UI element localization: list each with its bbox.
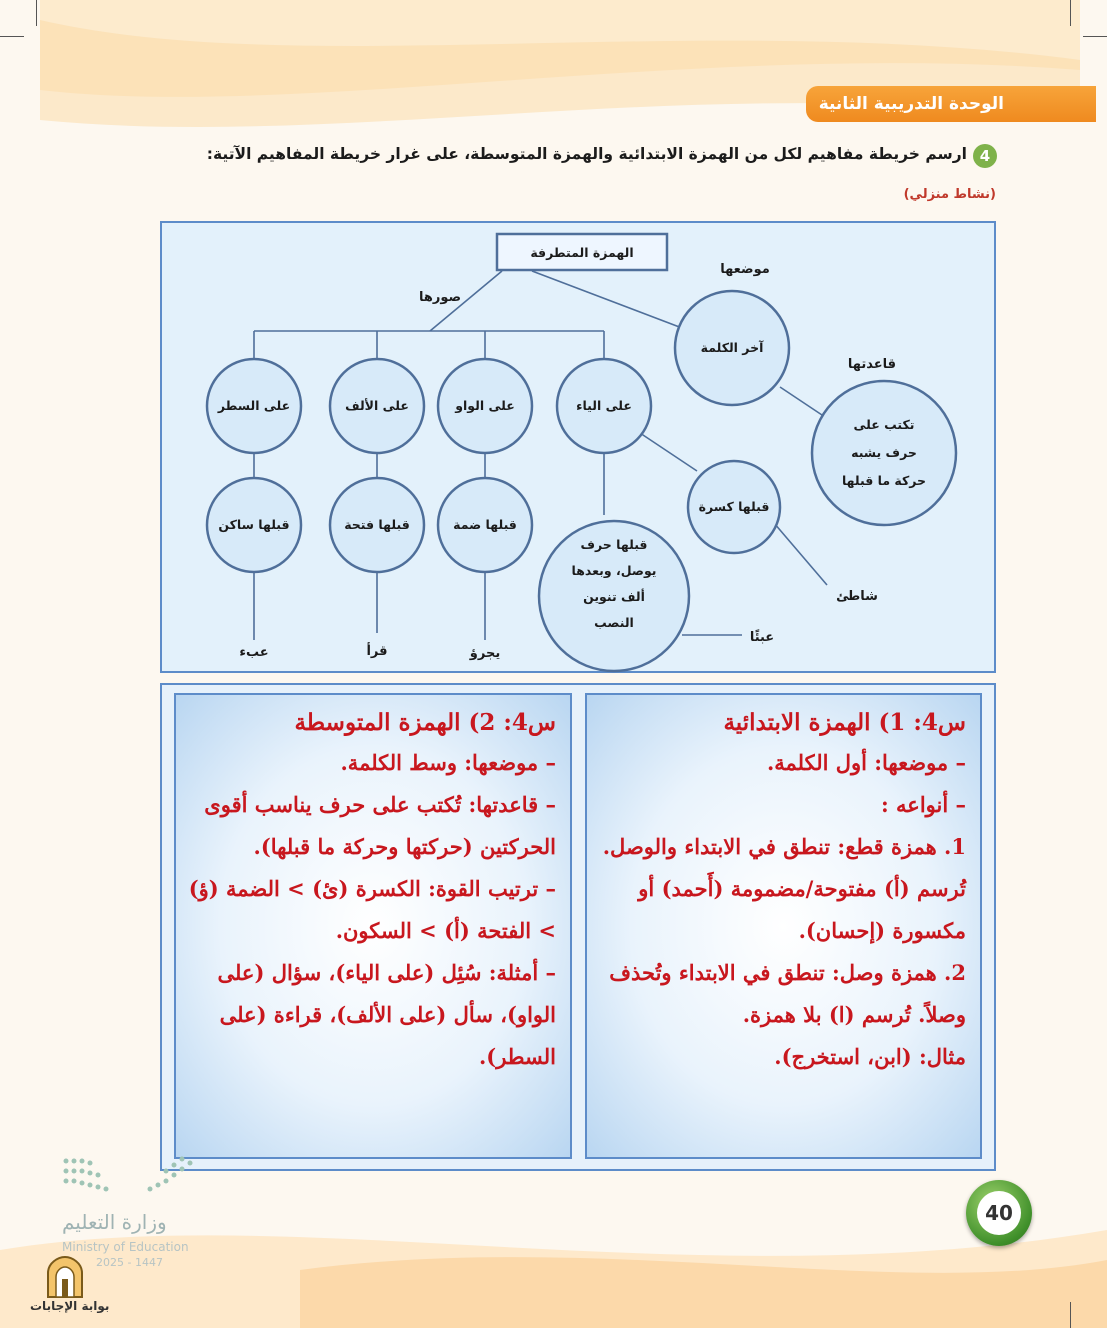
example-waw: يجرؤ bbox=[469, 646, 501, 661]
ministry-logo-dots-icon bbox=[62, 1155, 198, 1199]
example-alef: قرأ bbox=[366, 644, 388, 659]
answer-line: 1. همزة قطع: تنطق في الابتداء والوصل. تُرسم (أ) مفتوحة/مضمومة (أَحمد) أو مكسورة (إحسان). bbox=[602, 834, 966, 943]
form-node-waw-label: على الواو bbox=[455, 398, 515, 413]
example-line: عبء bbox=[239, 645, 269, 660]
ministry-year: 2025 - 1447 bbox=[96, 1256, 163, 1269]
forms-label: صورها bbox=[418, 290, 462, 305]
special-node-line-4: النصب bbox=[594, 615, 634, 630]
ministry-name-ar: وزارة التعليم bbox=[62, 1210, 167, 1234]
answer-line: 2. همزة وصل: تنطق في الابتداء وتُحذف وصلاً. تُرسم (ا) بلا همزة. bbox=[609, 960, 966, 1027]
page-number: 40 bbox=[977, 1191, 1021, 1235]
before-node-sukun-label: قبلها ساكن bbox=[218, 517, 290, 532]
rule-node-line-1: تكتب على bbox=[853, 417, 915, 432]
answer-line: – قاعدتها: تُكتب على حرف يناسب أقوى الحركتين (حركتها وحركة ما قبلها). bbox=[204, 792, 556, 859]
example-yaa: شاطئ bbox=[836, 589, 878, 604]
rule-node-line-3: حركة ما قبلها bbox=[841, 473, 927, 488]
form-node-line-label: على السطر bbox=[217, 398, 291, 413]
root-node-label: الهمزة المتطرفة bbox=[530, 245, 634, 260]
special-example: عبئًا bbox=[749, 630, 775, 645]
question-number-badge: 4 bbox=[973, 144, 997, 168]
special-node-line-1: قبلها حرف bbox=[580, 537, 648, 552]
form-node-alef-label: على الألف bbox=[345, 398, 409, 413]
ministry-name-en: Ministry of Education bbox=[62, 1240, 189, 1254]
special-node-line-2: يوصل، وبعدها bbox=[571, 563, 657, 578]
activity-label: (نشاط منزلي) bbox=[903, 187, 996, 202]
answer-line: – ترتيب القوة: الكسرة (ئ) > الضمة (ؤ) > الفتحة (أ) > السكون. bbox=[188, 876, 556, 943]
concept-map bbox=[160, 221, 996, 673]
answer-line: – موضعها: أول الكلمة. bbox=[766, 750, 966, 775]
page-number-badge bbox=[966, 1180, 1032, 1246]
brand-name: بوابة الإجابات bbox=[30, 1299, 110, 1313]
unit-title-tab: الوحدة التدريبية الثانية bbox=[806, 86, 1096, 122]
position-node-label: آخر الكلمة bbox=[700, 340, 764, 355]
answer-line: – أنواعه : bbox=[880, 792, 966, 817]
crop-mark bbox=[1083, 36, 1107, 37]
answer-line: – أمثلة: سُئِل (على الياء)، سؤال (على الواو)، سأل (على الألف)، قراءة (على السطر). bbox=[217, 960, 556, 1069]
crop-mark bbox=[0, 36, 24, 37]
crop-mark bbox=[1070, 0, 1071, 26]
before-node-damma-label: قبلها ضمة bbox=[453, 517, 517, 532]
position-label: موضعها bbox=[720, 262, 770, 277]
answer-title-initial: س4: 1) الهمزة الابتدائية bbox=[723, 709, 966, 736]
rule-node-line-2: حرف يشبه bbox=[851, 445, 917, 460]
crop-mark bbox=[1070, 1302, 1071, 1328]
form-node-yaa-label: على الياء bbox=[576, 398, 632, 413]
answer-panel-initial-hamza bbox=[585, 693, 982, 1159]
special-node-line-3: ألف تنوين bbox=[583, 589, 645, 604]
question-text: ارسم خريطة مفاهيم لكل من الهمزة الابتدائية والهمزة المتوسطة، على غرار خريطة المفاهيم الآتية: bbox=[206, 145, 967, 163]
concept-map-diagram bbox=[162, 223, 998, 675]
answer-line: – موضعها: وسط الكلمة. bbox=[340, 750, 556, 775]
before-node-kasra-label: قبلها كسرة bbox=[698, 499, 770, 514]
answer-panel-medial-hamza bbox=[174, 693, 572, 1159]
rule-label: قاعدتها bbox=[847, 357, 897, 372]
mosque-logo-icon bbox=[44, 1255, 86, 1299]
crop-mark bbox=[36, 0, 37, 26]
before-node-fatha-label: قبلها فتحة bbox=[344, 517, 410, 532]
answer-line: مثال: (ابن، استخرج). bbox=[774, 1044, 966, 1069]
answer-title-medial: س4: 2) الهمزة المتوسطة bbox=[294, 709, 556, 736]
